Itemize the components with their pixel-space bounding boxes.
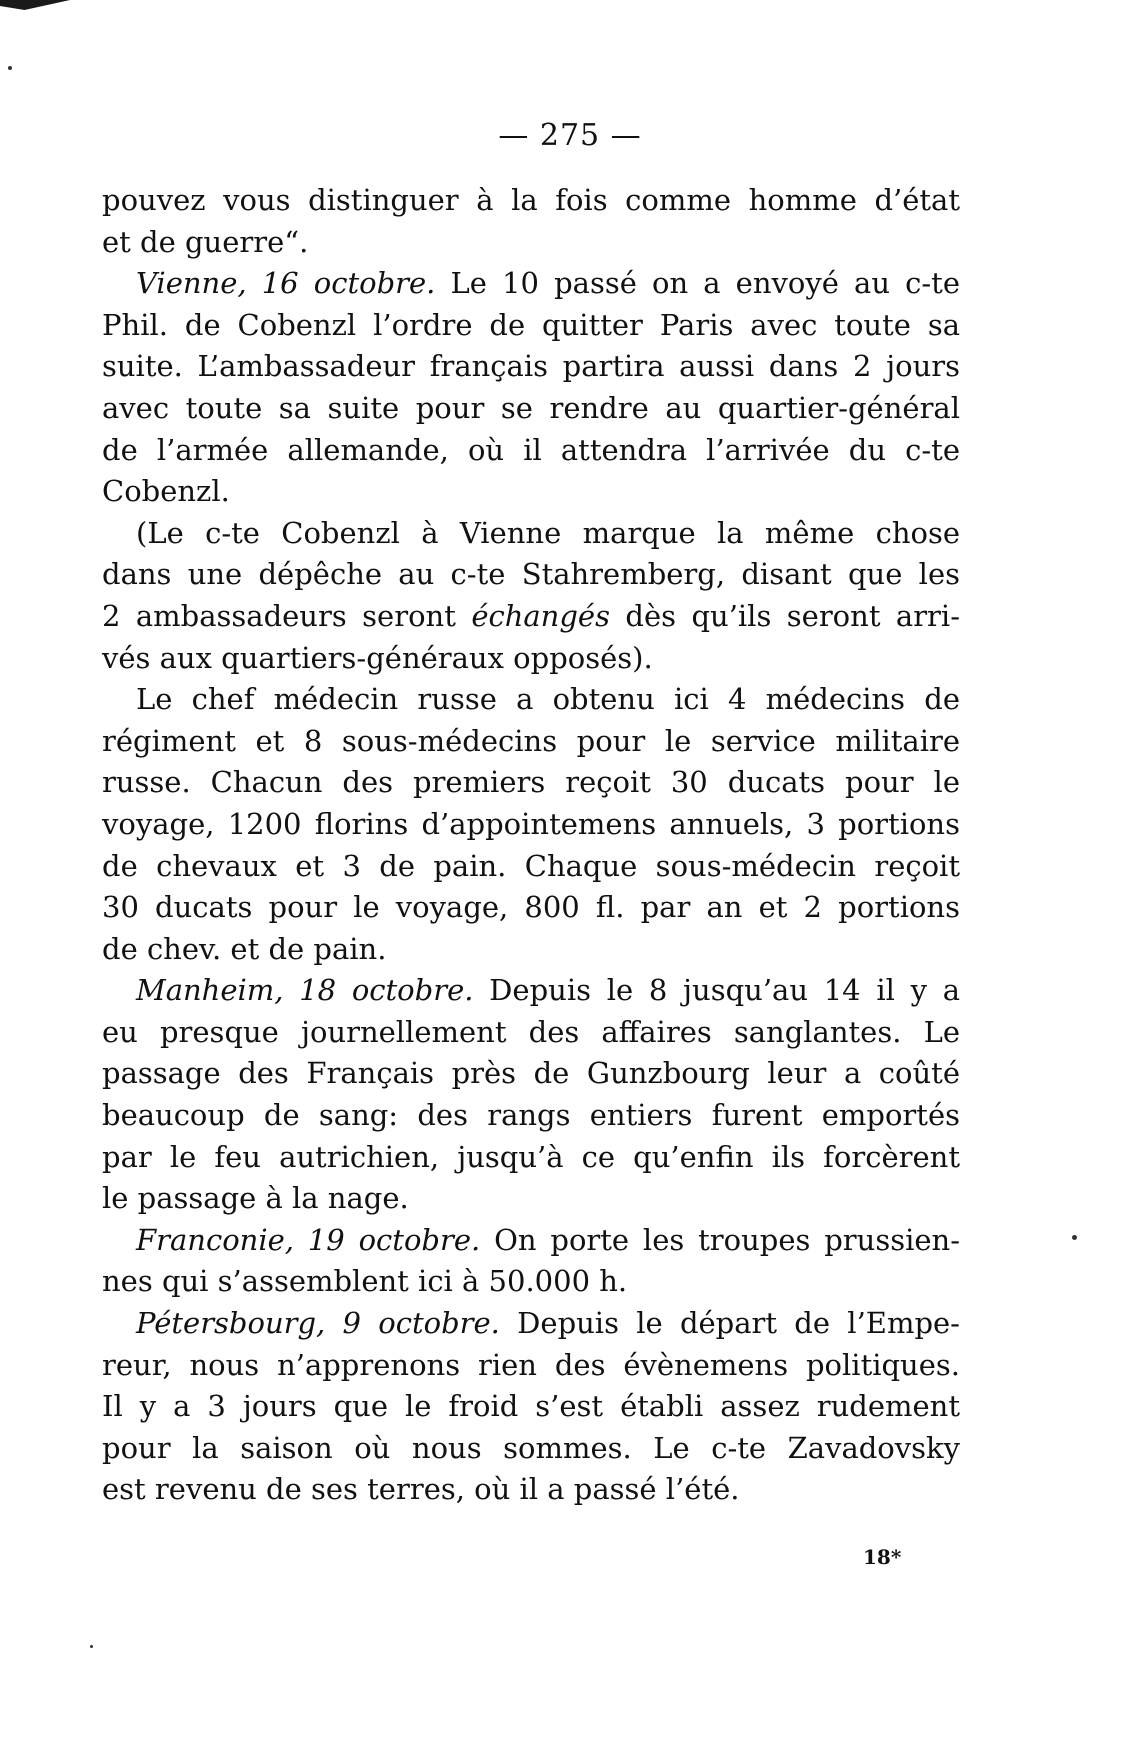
signature-mark: 18*	[863, 1545, 902, 1569]
text-line	[102, 180, 960, 222]
dateline: échangés	[471, 598, 610, 633]
text-run: beaucoup de sang: des rangs entiers furent emportés	[102, 1098, 960, 1133]
text-line	[102, 222, 960, 264]
text-run: dans une dépêche au c-te Stahremberg, disant que les	[102, 557, 960, 592]
text-line	[102, 679, 960, 721]
text-line	[102, 1137, 960, 1179]
text-line	[102, 1261, 960, 1303]
text-line	[102, 1386, 960, 1428]
text-run: et de guerre“.	[102, 224, 309, 259]
text-run: Phil. de Cobenzl l’ordre de quitter Paris avec toute sa	[102, 307, 960, 342]
text-run: eu presque journellement des affaires sanglantes. Le	[102, 1014, 960, 1049]
text-line	[102, 1469, 960, 1511]
scan-speck	[1072, 1235, 1077, 1240]
text-run: nes qui s’assemblent ici à 50.000 h.	[102, 1264, 628, 1299]
text-run: 2 ambassadeurs seront	[102, 598, 472, 633]
text-run: avec toute sa suite pour se rendre au quartier-général	[102, 390, 960, 425]
text-run: russe. Chacun des premiers reçoit 30 ducats pour le	[102, 765, 960, 800]
text-line	[102, 596, 960, 638]
text-line	[102, 305, 960, 347]
text-line	[102, 1053, 960, 1095]
text-run: passage des Français près de Gunzbourg leur a coûté	[102, 1056, 960, 1091]
text-line	[102, 1345, 960, 1387]
text-line	[102, 263, 960, 305]
dateline: Franconie, 19 octobre.	[136, 1222, 481, 1257]
text-line	[102, 1095, 960, 1137]
text-run: le passage à la nage.	[102, 1181, 409, 1216]
text-run: vés aux quartiers-généraux opposés).	[102, 640, 653, 675]
text-run: pour la saison où nous sommes. Le c-te Zavadovsky	[102, 1430, 960, 1465]
dateline: Pétersbourg, 9 octobre.	[136, 1306, 500, 1341]
text-line	[102, 430, 960, 472]
text-run: Le 10 passé on a envoyé au c-te	[435, 266, 960, 301]
text-run: Le chef médecin russe a obtenu ici 4 médecins de	[136, 682, 960, 717]
dateline: Manheim, 18 octobre.	[136, 973, 474, 1008]
text-run: est revenu de ses terres, où il a passé l’été.	[102, 1472, 740, 1507]
text-line	[102, 554, 960, 596]
text-line	[102, 1303, 960, 1345]
text-line	[102, 887, 960, 929]
text-line	[102, 1220, 960, 1262]
text-run: de l’armée allemande, où il attendra l’arrivée du c-te	[102, 432, 960, 467]
text-line	[102, 970, 960, 1012]
text-run: Depuis le 8 jusqu’au 14 il y a	[473, 973, 960, 1008]
text-run: Depuis le départ de l’Empe-	[499, 1306, 960, 1341]
text-line	[102, 346, 960, 388]
body-text	[102, 180, 960, 1511]
scan-corner-mark	[0, 0, 70, 10]
scan-speck	[8, 66, 12, 70]
text-line	[102, 762, 960, 804]
text-line	[102, 513, 960, 555]
text-run: régiment et 8 sous-médecins pour le service militaire	[102, 723, 960, 758]
text-run: Il y a 3 jours que le froid s’est établi assez rudement	[102, 1389, 960, 1424]
text-run: de chev. et de pain.	[102, 931, 387, 966]
page-number: — 275 —	[498, 118, 642, 153]
text-line	[102, 638, 960, 680]
text-line	[102, 1178, 960, 1220]
dateline: Vienne, 16 octobre.	[136, 266, 436, 301]
text-run: voyage, 1200 florins d’appointemens annuels, 3 portions	[102, 806, 960, 841]
text-run: dès qu’ils seront arri-	[609, 598, 960, 633]
text-run: suite. L’ambassadeur français partira aussi dans 2 jours	[102, 349, 960, 384]
text-run: On porte les troupes prussien-	[480, 1222, 960, 1257]
text-line	[102, 471, 960, 513]
text-line	[102, 846, 960, 888]
scan-speck	[90, 1645, 93, 1648]
text-run: reur, nous n’apprenons rien des évènemens politiques.	[102, 1347, 960, 1382]
text-run: Cobenzl.	[102, 474, 230, 509]
text-run: de chevaux et 3 de pain. Chaque sous-médecin reçoit	[102, 848, 960, 883]
text-line	[102, 1012, 960, 1054]
text-line	[102, 721, 960, 763]
text-line	[102, 1428, 960, 1470]
text-line	[102, 804, 960, 846]
text-run: pouvez vous distinguer à la fois comme homme d’état	[102, 183, 960, 217]
text-run: par le feu autrichien, jusqu’à ce qu’enfin ils forcèrent	[102, 1139, 960, 1174]
text-line	[102, 388, 960, 430]
text-run: 30 ducats pour le voyage, 800 fl. par an et 2 portions	[102, 890, 960, 925]
text-run: (Le c-te Cobenzl à Vienne marque la même chose	[136, 515, 960, 550]
text-line	[102, 929, 960, 971]
